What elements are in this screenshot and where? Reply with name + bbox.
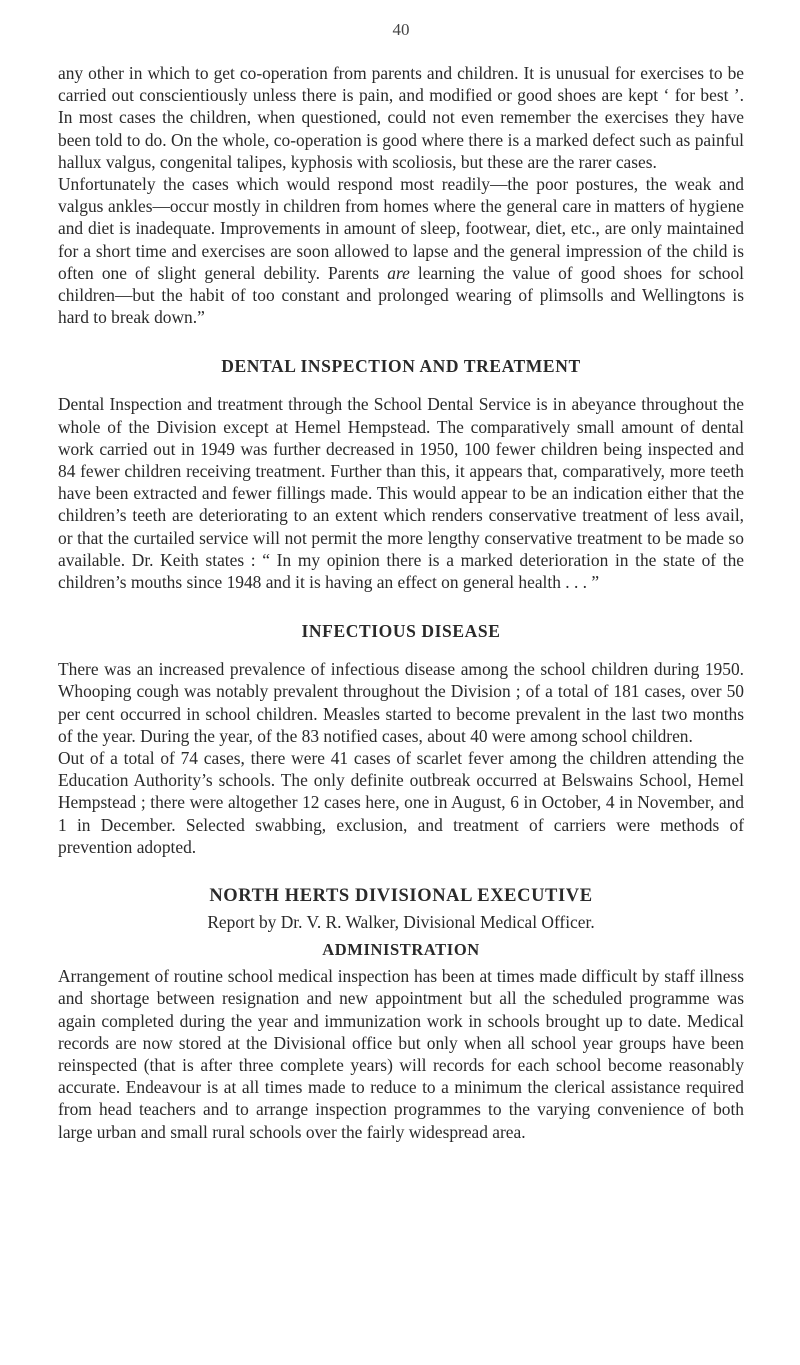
intro-paragraph-1: any other in which to get co-operation from parents and children. It is unusual for exercises to be carried out conscientiously unless there is pain, and modified or good shoes are kept ‘ for best ’. In most cases the children, when questioned, could not even remember the exercises they have been told to do. On the whole, co-operation is good where there is a marked defect such as painful hallux valgus, congenital talipes, kyphosis with scoliosis, but these are the rarer cases. — [58, 63, 744, 172]
intro-paragraph-2-text-a: Unfortunately the cases which would respond most readily—the poor postures, the weak and valgus ankles—occur mostly in children from homes where the general care in matters of hygiene and diet is inadequate. Improvements in amount of sleep, footwear, diet, etc., are only maintained for a short time and exercises are soon allowed to lapse and the general impression of the child is often one of slight general debility. Parents — [58, 174, 744, 283]
dental-heading: DENTAL INSPECTION AND TREATMENT — [221, 356, 581, 377]
intro-paragraph-2 — [58, 173, 744, 328]
infectious-disease-heading: INFECTIOUS DISEASE — [301, 621, 501, 642]
report-byline: Report by Dr. V. R. Walker, Divisional Medical Officer. — [207, 912, 595, 933]
intro-paragraph-2-emphasis: are — [387, 262, 410, 283]
page-number: 40 — [392, 20, 410, 39]
administration-paragraph: Arrangement of routine school medical inspection has been at times made difficult by staff illness and shortage between resignation and new appointment but all the scheduled programme was again completed during the year and immunization work in schools brought up to date. Medical records are now stored at the Divisional office but only when all school year groups have been reinspected (that is after three complete years) will records for each school become reasonably accurate. Endeavour is at all times made to reduce to a minimum the clerical assistance required from head teachers and to arrange inspection programmes to the varying convenience of both large urban and small rural schools over the fairly widespread area. — [58, 966, 744, 1142]
north-herts-heading: NORTH HERTS DIVISIONAL EXECUTIVE — [209, 886, 593, 907]
administration-heading: ADMINISTRATION — [322, 940, 480, 960]
infectious-paragraph-1: There was an increased prevalence of infectious disease among the school children during 1950. Whooping cough was notably prevalent throughout the Division ; of a total of 181 cases, over 50 per cent occurred in school children. Measles started to become prevalent in the last two months of the year. During the year, of the 83 notified cases, about 40 were among school children. — [58, 659, 744, 746]
dental-paragraph: Dental Inspection and treatment through the School Dental Service is in abeyance throughout the whole of the Division except at Hemel Hempstead. The comparatively small amount of dental work carried out in 1949 was further decreased in 1950, 100 fewer children being inspected and 84 fewer children receiving treatment. Further than this, it appears that, comparatively, more teeth have been extracted and fewer fillings made. This would appear to be an indication either that the children’s teeth are deteriorating to an extent which renders conservative treatment of less avail, or that the curtailed service will not permit the more lengthy conservative treatment to be made so available. Dr. Keith states : “ In my opinion there is a marked deterioration in the state of the children’s mouths since 1948 and it is having an effect on general health . . . ” — [58, 394, 744, 593]
intro-paragraph-2-text-b: learning the value of good shoes for school children—but the habit of too constant and prolonged wearing of plimsolls and Wellingtons is hard to break down.” — [58, 262, 744, 328]
infectious-paragraph-2: Out of a total of 74 cases, there were 41 cases of scarlet fever among the children attending the Education Authority’s schools. The only definite outbreak occurred at Belswains School, Hemel Hempstead ; there were altogether 12 cases here, one in August, 6 in October, 4 in November, and 1 in December. Selected swabbing, exclusion, and treatment of carriers were methods of prevention adopted. — [58, 748, 744, 857]
